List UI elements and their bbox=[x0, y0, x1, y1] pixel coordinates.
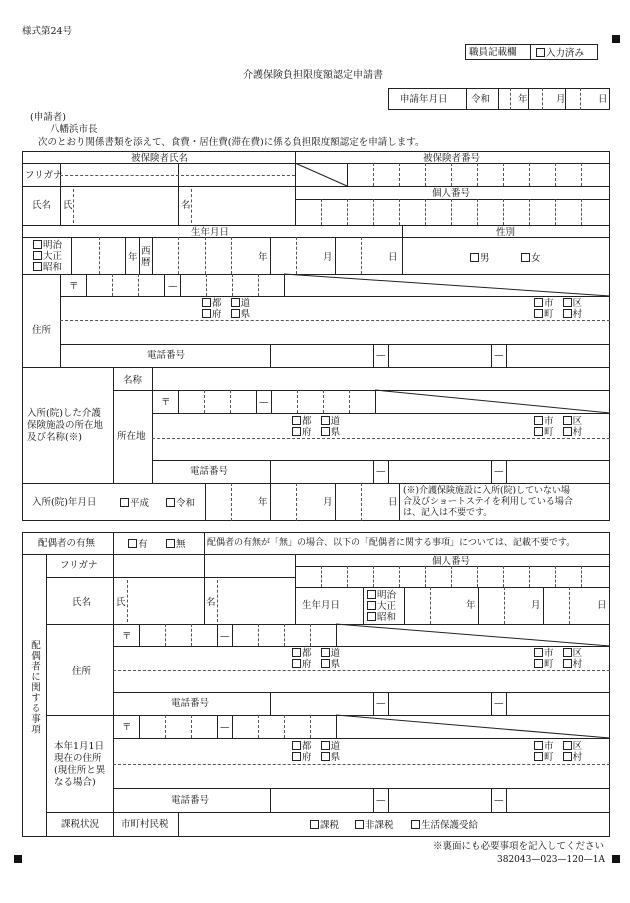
entry-day-label: 日 bbox=[388, 497, 398, 508]
facility-label: 入所(院)した介護 保険施設の所在地 及び名称(※) bbox=[27, 408, 104, 443]
facility-phone-label: 電話番号 bbox=[190, 466, 229, 477]
page-title: 介護保険負担限度額認定申請書 bbox=[243, 70, 383, 81]
spouse-yes-label: 有 bbox=[138, 539, 148, 550]
application-day-label: 日 bbox=[598, 94, 608, 105]
insured-number-header: 被保険者番号 bbox=[423, 153, 481, 164]
jan1-phone-dash-1: — bbox=[376, 795, 386, 806]
spouse-name-label: 氏名 bbox=[72, 597, 92, 608]
birthdate-header: 生年月日 bbox=[191, 227, 230, 238]
entry-month-label: 月 bbox=[323, 497, 333, 508]
jan1-ku-checkbox[interactable]: 区 bbox=[563, 741, 583, 752]
spouse-municipality-options bbox=[534, 648, 582, 670]
facility-postal-dash: — bbox=[259, 397, 269, 408]
era-showa-label: 昭和 bbox=[43, 262, 63, 273]
spouse-era-meiji-checkbox[interactable]: 明治 bbox=[367, 590, 396, 601]
jan1-postal-dash: — bbox=[220, 722, 230, 733]
entry-heisei-checkbox[interactable] bbox=[120, 498, 149, 509]
facility-phone-dash-2: — bbox=[494, 466, 504, 477]
registration-mark-top-right bbox=[612, 35, 620, 43]
western-calendar-label: 西暦 bbox=[141, 246, 151, 268]
given-name-label: 名 bbox=[181, 200, 191, 211]
facility-to-checkbox[interactable]: 都 bbox=[292, 416, 312, 427]
era-taisho-label: 大正 bbox=[43, 251, 63, 262]
spouse-fu-checkbox[interactable]: 府 bbox=[292, 659, 312, 670]
facility-note: (※)介護保険施設に入所(院)していない場 合及びショートステイを利用している場合 は、記入は不要です。 bbox=[403, 486, 573, 518]
facility-mura-checkbox[interactable]: 村 bbox=[563, 427, 583, 438]
taxable-checkbox[interactable] bbox=[310, 820, 339, 831]
gender-male-checkbox[interactable] bbox=[470, 253, 490, 264]
spouse-presence-note: 配偶者の有無が「無」の場合、以下の「配偶者に関する事項」については、記載不要です。 bbox=[207, 538, 576, 548]
female-label: 女 bbox=[531, 253, 541, 264]
surname-input[interactable] bbox=[75, 188, 175, 223]
jan1-to-checkbox[interactable]: 都 bbox=[292, 741, 312, 752]
jan1-shi-checkbox[interactable]: 市 bbox=[534, 741, 554, 752]
fu-checkbox[interactable]: 府 bbox=[202, 309, 222, 320]
welfare-label: 生活保護受給 bbox=[421, 820, 479, 831]
spouse-section-label: 配偶者に関する事項 bbox=[29, 640, 40, 735]
entry-date-label: 入所(院)年月日 bbox=[32, 497, 97, 508]
tax-status-label: 課税状況 bbox=[61, 819, 100, 830]
jan1-machi-checkbox[interactable]: 町 bbox=[534, 752, 554, 763]
spouse-era-showa-checkbox[interactable]: 昭和 bbox=[367, 612, 396, 623]
machi-checkbox[interactable]: 町 bbox=[534, 309, 554, 320]
spouse-ku-checkbox[interactable]: 区 bbox=[563, 648, 583, 659]
birth-day-label: 日 bbox=[388, 252, 398, 263]
application-month-label: 月 bbox=[556, 94, 566, 105]
addressee: 八幡浜市長 bbox=[50, 124, 98, 135]
input-done-checkbox[interactable] bbox=[536, 48, 584, 59]
municipal-tax-label: 市町村民税 bbox=[121, 819, 169, 830]
registration-mark-bottom-right bbox=[612, 855, 620, 863]
form-code: 382043—023—120—1A bbox=[497, 855, 605, 865]
phone-input[interactable] bbox=[271, 345, 609, 366]
non-taxable-label: 非課税 bbox=[365, 820, 394, 831]
facility-location-label: 所在地 bbox=[117, 431, 146, 442]
spouse-postal-input[interactable] bbox=[140, 625, 335, 645]
spouse-presence-label: 配偶者の有無 bbox=[38, 538, 96, 549]
entry-date-input[interactable] bbox=[206, 484, 398, 520]
facility-name-input[interactable] bbox=[154, 368, 609, 390]
spouse-to-checkbox[interactable]: 都 bbox=[292, 648, 312, 659]
spouse-phone-label: 電話番号 bbox=[171, 698, 210, 709]
facility-ku-checkbox[interactable]: 区 bbox=[563, 416, 583, 427]
spouse-address-label: 住所 bbox=[72, 666, 92, 677]
jan1-do-checkbox[interactable]: 道 bbox=[321, 741, 341, 752]
shi-checkbox[interactable]: 市 bbox=[534, 298, 554, 309]
address-label: 住所 bbox=[32, 325, 52, 336]
phone-dash-1: — bbox=[376, 350, 386, 361]
address-input[interactable] bbox=[62, 321, 608, 343]
spouse-era-taisho-checkbox[interactable]: 大正 bbox=[367, 601, 396, 612]
facility-postal-mark: 〒 bbox=[161, 397, 171, 408]
spouse-ken-checkbox[interactable]: 県 bbox=[321, 659, 341, 670]
era-showa-checkbox[interactable] bbox=[33, 262, 62, 273]
application-date-label: 申請年月日 bbox=[400, 94, 448, 105]
era-meiji-checkbox[interactable] bbox=[33, 240, 62, 251]
postal-dash: — bbox=[168, 281, 178, 292]
gender-female-checkbox[interactable] bbox=[521, 253, 541, 264]
staff-box-label: 職員記載欄 bbox=[469, 47, 517, 58]
spouse-birthdate-label: 生年月日 bbox=[302, 600, 341, 611]
facility-phone-dash-1: — bbox=[376, 466, 386, 477]
birth-month-label: 月 bbox=[323, 252, 333, 263]
facility-postal-input[interactable] bbox=[179, 391, 374, 412]
application-year-label: 年 bbox=[518, 94, 528, 105]
spouse-era-options bbox=[367, 590, 396, 623]
spouse-postal-dash: — bbox=[220, 631, 230, 642]
input-done-label: 入力済み bbox=[546, 48, 585, 59]
spouse-phone-input[interactable] bbox=[271, 693, 609, 714]
heisei-label: 平成 bbox=[130, 498, 150, 509]
spouse-no-checkbox[interactable] bbox=[166, 539, 186, 550]
postal-code-input[interactable] bbox=[87, 275, 283, 295]
facility-machi-checkbox[interactable]: 町 bbox=[534, 427, 554, 438]
facility-ken-checkbox[interactable]: 県 bbox=[321, 427, 341, 438]
spouse-birth-month-label: 月 bbox=[531, 600, 541, 611]
surname-label: 氏 bbox=[63, 200, 73, 211]
spouse-do-checkbox[interactable]: 道 bbox=[321, 648, 341, 659]
entry-year-label: 年 bbox=[258, 497, 268, 508]
spouse-yes-checkbox[interactable] bbox=[128, 539, 148, 550]
application-era: 令和 bbox=[471, 94, 491, 105]
ku-checkbox[interactable]: 区 bbox=[563, 298, 583, 309]
spouse-birthdate-input[interactable] bbox=[405, 588, 609, 623]
jan1-fu-checkbox[interactable]: 府 bbox=[292, 752, 312, 763]
spouse-no-label: 無 bbox=[176, 539, 186, 550]
insured-name-header: 被保険者氏名 bbox=[131, 153, 189, 164]
spouse-phone-dash-1: — bbox=[376, 698, 386, 709]
male-label: 男 bbox=[480, 253, 490, 264]
spouse-furigana-input[interactable] bbox=[114, 555, 294, 576]
to-checkbox[interactable]: 都 bbox=[202, 298, 222, 309]
jan1-phone-dash-2: — bbox=[494, 795, 504, 806]
furigana-input[interactable] bbox=[62, 166, 292, 182]
jan1-postal-mark: 〒 bbox=[122, 722, 132, 733]
form-number: 様式第24号 bbox=[22, 26, 73, 37]
jan1-prefecture-options bbox=[292, 741, 340, 763]
spouse-given-name-input[interactable] bbox=[219, 579, 293, 623]
footer-note: ※裏面にも必要事項を記入してください bbox=[433, 841, 605, 852]
given-name-input[interactable] bbox=[193, 188, 293, 223]
birth-era-options bbox=[33, 240, 62, 273]
spouse-given-label: 名 bbox=[206, 597, 216, 608]
intro-text: 次のとおり関係書類を添えて、食費・居住費(滞在費)に係る負担限度額認定を申請します。 bbox=[38, 137, 425, 148]
facility-prefecture-options bbox=[292, 416, 340, 438]
prefecture-type-options bbox=[202, 298, 250, 320]
municipality-type-options bbox=[534, 298, 582, 320]
jan1-municipality-options bbox=[534, 741, 582, 763]
spouse-postal-mark: 〒 bbox=[122, 631, 132, 642]
jan1-mura-checkbox[interactable]: 村 bbox=[563, 752, 583, 763]
jan1-phone-label: 電話番号 bbox=[171, 795, 210, 806]
spouse-prefecture-options bbox=[292, 648, 340, 670]
spouse-birth-day-label: 日 bbox=[597, 600, 607, 611]
mura-checkbox[interactable]: 村 bbox=[563, 309, 583, 320]
insured-number-input[interactable] bbox=[348, 164, 609, 185]
entry-reiwa-checkbox[interactable] bbox=[166, 498, 195, 509]
non-taxable-checkbox[interactable] bbox=[355, 820, 394, 831]
facility-municipality-options bbox=[534, 416, 582, 438]
spouse-phone-dash-2: — bbox=[494, 698, 504, 709]
birth-year-label-1: 年 bbox=[128, 252, 138, 263]
birth-year-label-2: 年 bbox=[258, 252, 268, 263]
do-checkbox[interactable]: 道 bbox=[231, 298, 251, 309]
spouse-personal-number-label: 個人番号 bbox=[432, 556, 471, 567]
jan1-address-label: 本年1月1日 現在の住所 (現住所と異 なる場合) bbox=[54, 741, 106, 788]
spouse-personal-number-input[interactable] bbox=[296, 567, 609, 586]
phone-dash-2: — bbox=[494, 350, 504, 361]
facility-do-checkbox[interactable]: 道 bbox=[321, 416, 341, 427]
spouse-shi-checkbox[interactable]: 市 bbox=[534, 648, 554, 659]
facility-fu-checkbox[interactable]: 府 bbox=[292, 427, 312, 438]
era-meiji-label: 明治 bbox=[43, 240, 63, 251]
spouse-furigana-label: フリガナ bbox=[60, 560, 98, 571]
spouse-birth-year-label: 年 bbox=[466, 600, 476, 611]
registration-mark-bottom-left bbox=[14, 855, 22, 863]
spouse-mura-checkbox[interactable]: 村 bbox=[563, 659, 583, 670]
facility-address-input[interactable] bbox=[154, 439, 609, 459]
applicant-label: (申請者) bbox=[30, 112, 66, 123]
facility-name-label: 名称 bbox=[123, 375, 143, 386]
gender-header: 性別 bbox=[496, 227, 516, 238]
jan1-postal-input[interactable] bbox=[140, 716, 335, 737]
jan1-address-input[interactable] bbox=[115, 765, 609, 787]
facility-shi-checkbox[interactable]: 市 bbox=[534, 416, 554, 427]
personal-number-label: 個人番号 bbox=[432, 188, 471, 199]
jan1-phone-input[interactable] bbox=[271, 789, 609, 811]
spouse-surname-label: 氏 bbox=[116, 597, 126, 608]
jan1-ken-checkbox[interactable]: 県 bbox=[321, 752, 341, 763]
reiwa-label: 令和 bbox=[176, 498, 196, 509]
spouse-surname-input[interactable] bbox=[129, 579, 202, 623]
furigana-label: フリガナ bbox=[25, 170, 63, 181]
taxable-label: 課税 bbox=[320, 820, 340, 831]
spouse-address-input[interactable] bbox=[115, 671, 609, 691]
spouse-machi-checkbox[interactable]: 町 bbox=[534, 659, 554, 670]
facility-phone-input[interactable] bbox=[271, 461, 609, 482]
postal-mark: 〒 bbox=[69, 281, 79, 292]
welfare-checkbox[interactable] bbox=[411, 820, 478, 831]
era-taisho-checkbox[interactable] bbox=[33, 251, 62, 262]
personal-number-input[interactable] bbox=[296, 200, 609, 224]
birthdate-input[interactable] bbox=[72, 238, 400, 273]
phone-label: 電話番号 bbox=[147, 350, 186, 361]
ken-checkbox[interactable]: 県 bbox=[231, 309, 251, 320]
name-label: 氏名 bbox=[32, 200, 52, 211]
